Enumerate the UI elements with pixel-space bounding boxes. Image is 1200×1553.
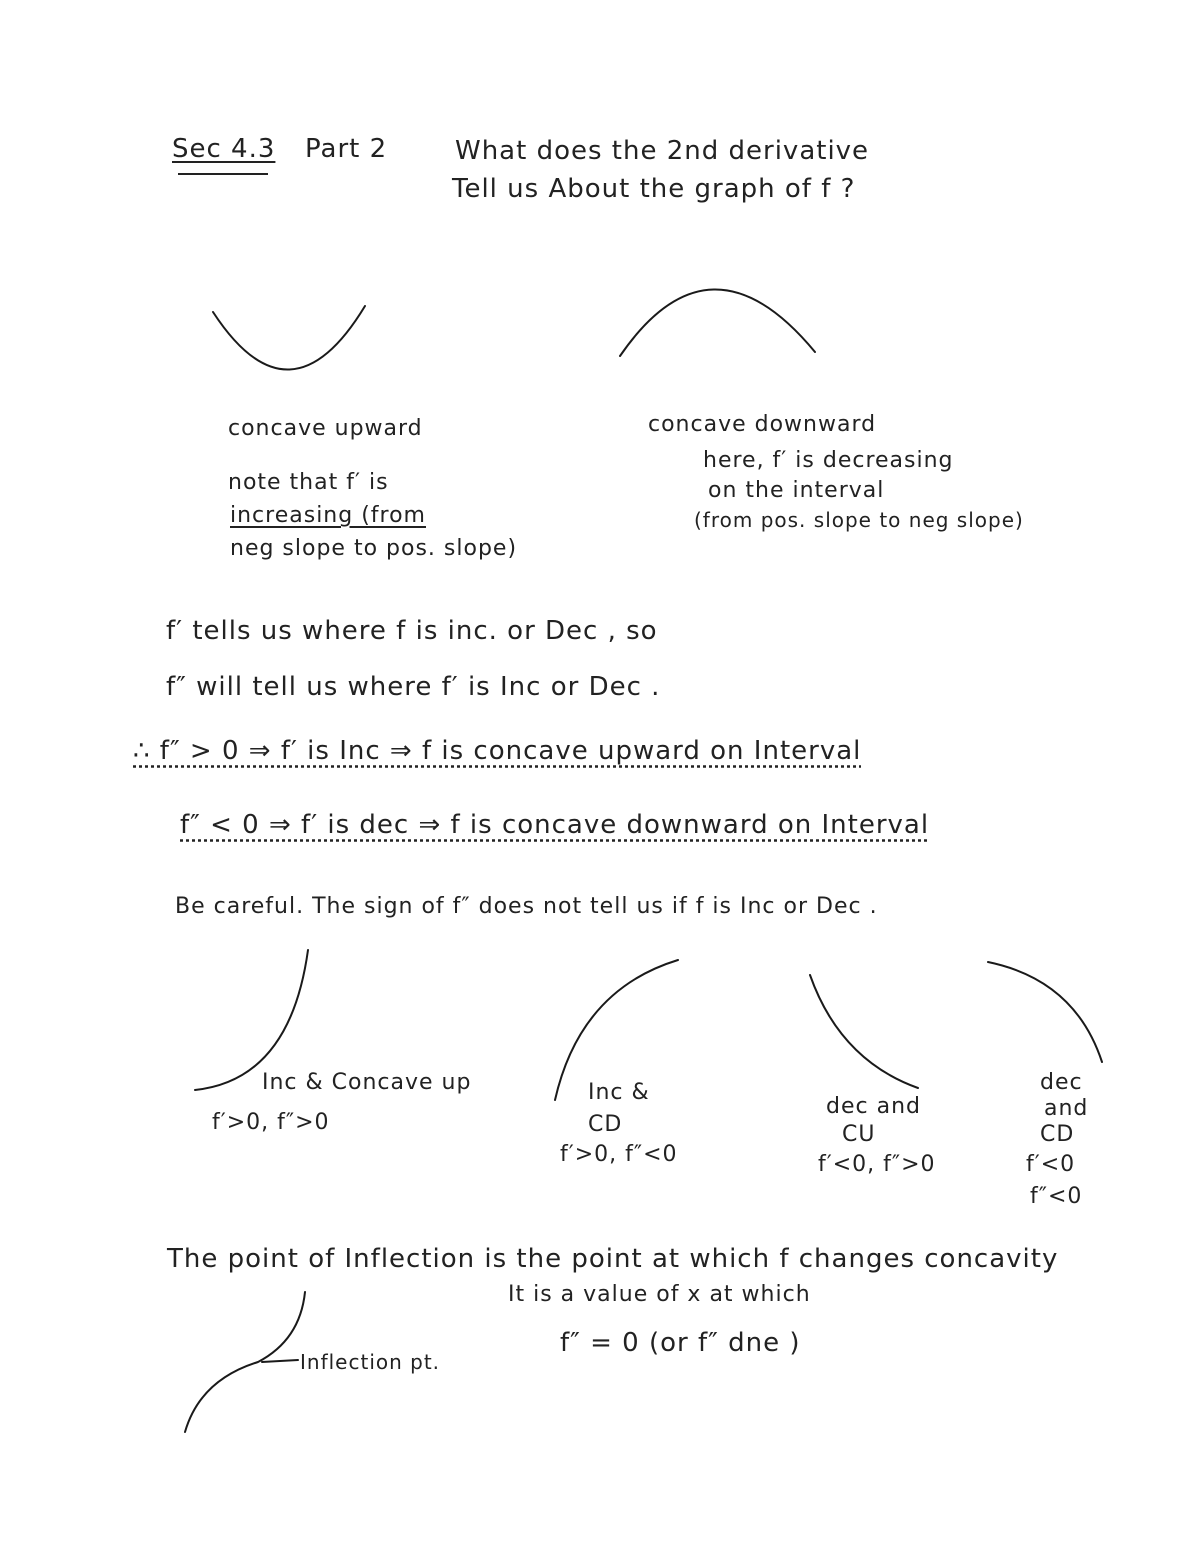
case-2-line-1: Inc & (588, 1080, 650, 1105)
concave-down-note-2: on the interval (708, 478, 885, 503)
dec-cd-curve (988, 962, 1102, 1062)
concave-down-label: concave downward (648, 412, 877, 437)
inflection-line-2: It is a value of x at which (508, 1282, 811, 1307)
section-double-underline (178, 173, 268, 175)
concave-down-note-1: here, f′ is decreasing (703, 448, 954, 473)
derivative-line-1: f′ tells us where f is inc. or Dec , so (166, 616, 658, 646)
concave-up-curve (213, 306, 365, 370)
case-4-line-2: and (1044, 1096, 1089, 1121)
dec-cu-curve (810, 975, 918, 1088)
rule-negative: f″ < 0 ⇒ f′ is dec ⇒ f is concave downward on Interval (180, 810, 930, 840)
inflection-arrow (262, 1360, 298, 1362)
case-3-line-2: CU (842, 1122, 876, 1147)
inc-cu-curve (195, 950, 308, 1090)
inflection-point-label: Inflection pt. (300, 1350, 441, 1374)
part-heading: Part 2 (305, 134, 388, 164)
section-heading: Sec 4.3 (172, 134, 276, 164)
concave-up-note-3: neg slope to pos. slope) (230, 536, 518, 561)
case-1-line-1: Inc & Concave up (262, 1070, 472, 1095)
case-4-line-5: f″<0 (1030, 1184, 1083, 1209)
case-1-line-2: f′>0, f″>0 (212, 1110, 330, 1135)
inflection-formula: f″ = 0 (or f″ dne ) (560, 1328, 801, 1358)
case-4-line-4: f′<0 (1026, 1152, 1076, 1177)
case-3-line-3: f′<0, f″>0 (818, 1152, 936, 1177)
inflection-definition: The point of Inflection is the point at which f changes concavity (167, 1244, 1059, 1274)
inc-cd-curve (555, 960, 678, 1100)
case-4-line-3: CD (1040, 1122, 1075, 1147)
question-line-2: Tell us About the graph of f ? (452, 174, 856, 204)
concave-up-label: concave upward (228, 416, 423, 441)
case-4-line-1: dec (1040, 1070, 1083, 1095)
derivative-line-2: f″ will tell us where f′ is Inc or Dec . (166, 672, 661, 702)
concave-up-note-1: note that f′ is (228, 470, 389, 495)
concave-down-curve (620, 289, 815, 356)
caution-note: Be careful. The sign of f″ does not tell us if f is Inc or Dec . (175, 894, 878, 919)
question-line-1: What does the 2nd derivative (455, 136, 870, 166)
concave-up-note-2: increasing (from (230, 503, 426, 528)
rule-positive: ∴ f″ > 0 ⇒ f′ is Inc ⇒ f is concave upward on Interval (133, 736, 862, 766)
case-3-line-1: dec and (826, 1094, 921, 1119)
inflection-curve (185, 1292, 305, 1432)
case-2-line-2: CD (588, 1112, 623, 1137)
concave-down-note-3: (from pos. slope to neg slope) (694, 508, 1024, 532)
case-2-line-3: f′>0, f″<0 (560, 1142, 678, 1167)
